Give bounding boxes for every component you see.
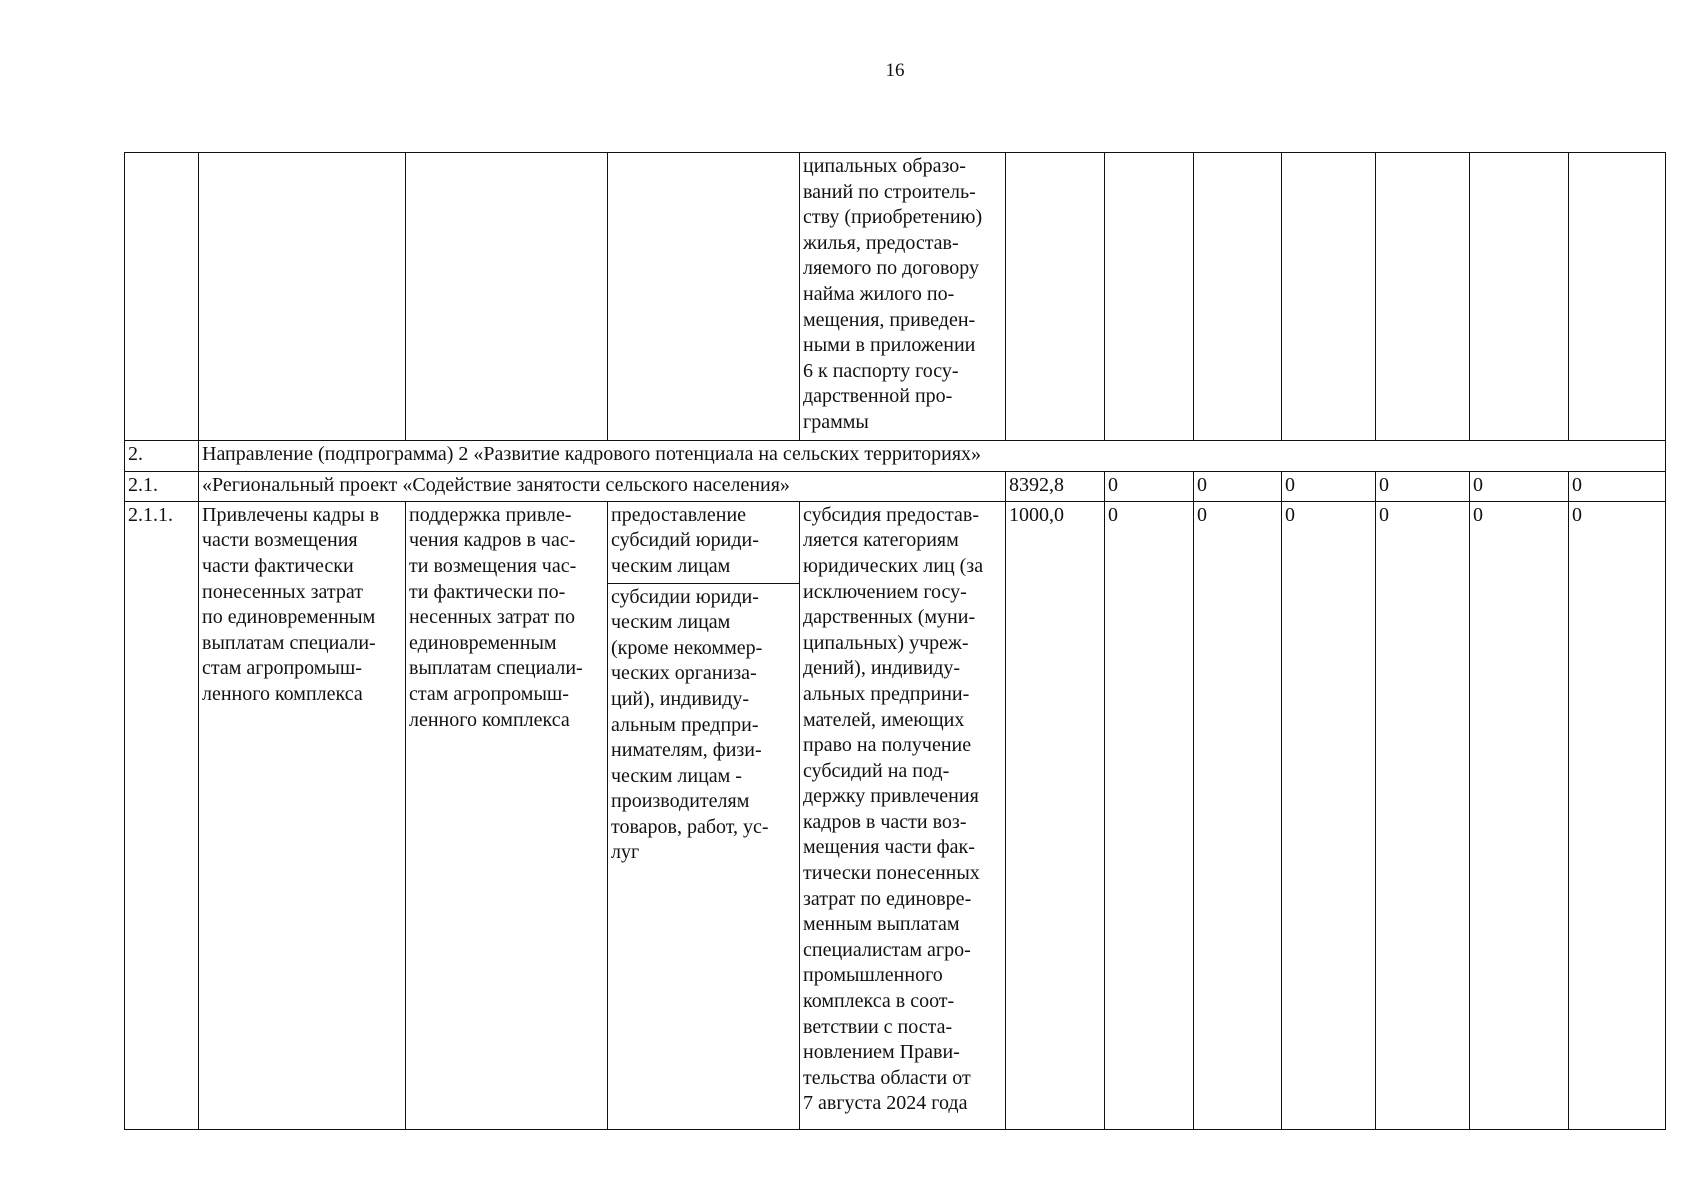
continuation-row bbox=[125, 153, 1666, 441]
cell-empty bbox=[125, 153, 199, 441]
cell-empty bbox=[1376, 153, 1470, 441]
project-title: «Региональный проект «Содействие занятости сельского населения» bbox=[199, 471, 1006, 501]
direction-number: 2. bbox=[125, 441, 199, 471]
item-event: поддержка привле- чения кадров в час- ти возмещения час- ти фактически по- несенных затрат по единовременным выплатам специали- стам агропромыш- ленного комплекса bbox=[406, 501, 608, 1129]
cell-empty bbox=[1194, 153, 1282, 441]
project-value: 0 bbox=[1282, 471, 1376, 501]
item-value: 0 bbox=[1569, 501, 1666, 1129]
cell-empty bbox=[1470, 153, 1569, 441]
item-support-cell bbox=[608, 501, 800, 1129]
project-value: 0 bbox=[1470, 471, 1569, 501]
item-recipients: субсидии юриди- ческим лицам (кроме некоммер- ческих организа- ций), индивиду- альным предпри- нимателям, физи- ческим лицам - производителям товаров, работ, ус- луг bbox=[611, 585, 769, 864]
item-number: 2.1.1. bbox=[125, 501, 199, 1129]
item-amount: 1000,0 bbox=[1006, 501, 1105, 1129]
cell-empty bbox=[1105, 153, 1194, 441]
item-row bbox=[125, 501, 1666, 1129]
item-value: 0 bbox=[1282, 501, 1376, 1129]
cell-empty bbox=[608, 153, 800, 441]
project-number: 2.1. bbox=[125, 471, 199, 501]
item-value: 0 bbox=[1470, 501, 1569, 1129]
project-row bbox=[125, 471, 1666, 501]
page-number: 16 bbox=[885, 60, 905, 81]
program-table bbox=[124, 152, 1666, 1130]
project-amount: 8392,8 bbox=[1006, 471, 1105, 501]
direction-row bbox=[125, 441, 1666, 471]
item-support-form: предоставление субсидий юриди- ческим лицам bbox=[608, 502, 799, 584]
cell-empty bbox=[1569, 153, 1666, 441]
cell-empty bbox=[1006, 153, 1105, 441]
item-value: 0 bbox=[1376, 501, 1470, 1129]
item-value: 0 bbox=[1194, 501, 1282, 1129]
cell-empty bbox=[1282, 153, 1376, 441]
cell-empty bbox=[199, 153, 406, 441]
item-value: 0 bbox=[1105, 501, 1194, 1129]
item-result: Привлечены кадры в части возмещения части фактически понесенных затрат по единовременным выплатам специали- стам агропромыш- ленного комплекса bbox=[199, 501, 406, 1129]
direction-title: Направление (подпрограмма) 2 «Развитие кадрового потенциала на сельских территориях» bbox=[199, 441, 1666, 471]
project-value: 0 bbox=[1105, 471, 1194, 501]
item-description: субсидия предостав- ляется категориям юридических лиц (за исключением госу- дарственных (муни- ципальных) учреж- дений), индивиду- альных предприни- мателей, имеющих право на получение субсидий на под- держку привлечения кадров в части воз- мещения части фак- тически понесенных затрат по единовре- менным выплатам специалистам агро- промышленного комплекса в соот- ветствии с поста- новлением Прави- тельства области от 7 августа 2024 года bbox=[800, 501, 1006, 1129]
project-value: 0 bbox=[1194, 471, 1282, 501]
project-value: 0 bbox=[1376, 471, 1470, 501]
cell-empty bbox=[406, 153, 608, 441]
continuation-form-text: ципальных образо- ваний по строитель- ству (приобретению) жилья, предостав- ляемого по договору найма жилого по- мещения, приведен- ными в приложении 6 к паспорту госу- дарственной про- граммы bbox=[800, 153, 1006, 441]
project-value: 0 bbox=[1569, 471, 1666, 501]
